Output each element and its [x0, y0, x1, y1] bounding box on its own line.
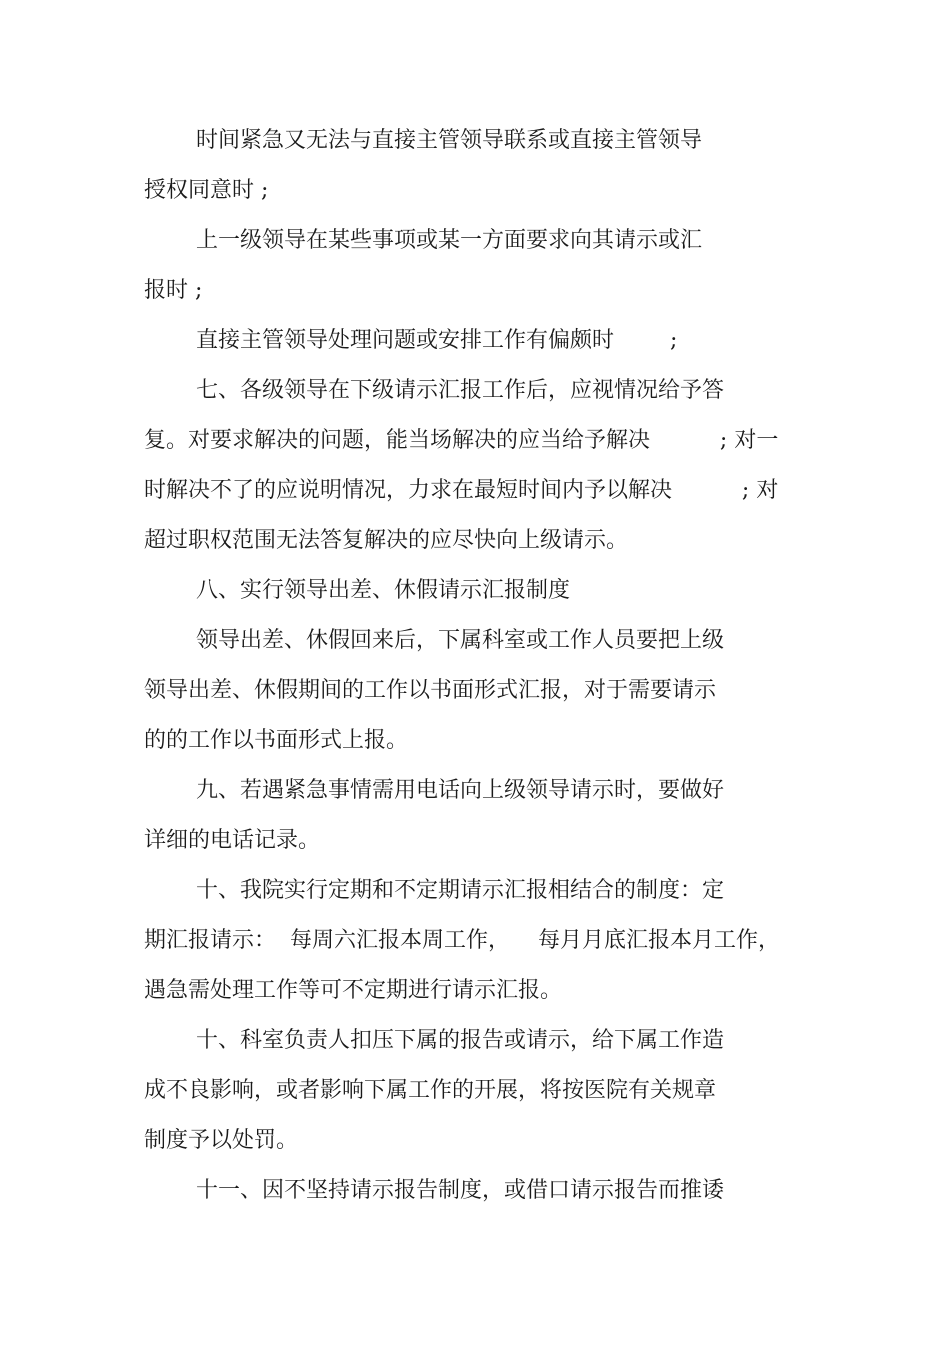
text-line: 的的工作以书面形式上报。 [144, 728, 409, 753]
text-line: 授权同意时 ; [144, 178, 269, 203]
text-line: 直接主管领导处理问题或安排工作有偏颇时 ; [196, 328, 678, 353]
text-line: 七、各级领导在下级请示汇报工作后，应视情况给予答 [196, 378, 725, 403]
text-line: 遇急需处理工作等可不定期进行请示汇报。 [144, 978, 563, 1003]
text-line: 九、若遇紧急事情需用电话向上级领导请示时，要做好 [196, 778, 725, 803]
text-line: 时解决不了的应说明情况，力求在最短时间内予以解决 ; 对 [144, 478, 779, 503]
text-line: 十一、因不坚持请示报告制度，或借口请示报告而推诿 [196, 1178, 725, 1203]
text-line: 领导出差、休假回来后，下属科室或工作人员要把上级 [196, 628, 725, 653]
text-line: 十、科室负责人扣压下属的报告或请示，给下属工作造 [196, 1028, 725, 1053]
text-line: 时间紧急又无法与直接主管领导联系或直接主管领导 [196, 128, 703, 153]
text-line: 超过职权范围无法答复解决的应尽快向上级请示。 [144, 528, 629, 553]
text-line: 制度予以处罚。 [144, 1128, 299, 1153]
text-line: 成不良影响，或者影响下属工作的开展，将按医院有关规章 [144, 1078, 717, 1103]
text-line: 报时 ; [144, 278, 203, 303]
text-line: 期汇报请示： 每周六汇报本周工作， 每月月底汇报本月工作， [144, 928, 780, 953]
text-line: 详细的电话记录。 [144, 828, 321, 853]
text-line: 上一级领导在某些事项或某一方面要求向其请示或汇 [196, 228, 703, 253]
text-line: 十、我院实行定期和不定期请示汇报相结合的制度：定 [196, 878, 725, 903]
text-line: 复。对要求解决的问题，能当场解决的应当给予解决 ; 对一 [144, 428, 779, 453]
text-line: 领导出差、休假期间的工作以书面形式汇报，对于需要请示 [144, 678, 717, 703]
section-heading: 八、实行领导出差、休假请示汇报制度 [196, 578, 571, 603]
